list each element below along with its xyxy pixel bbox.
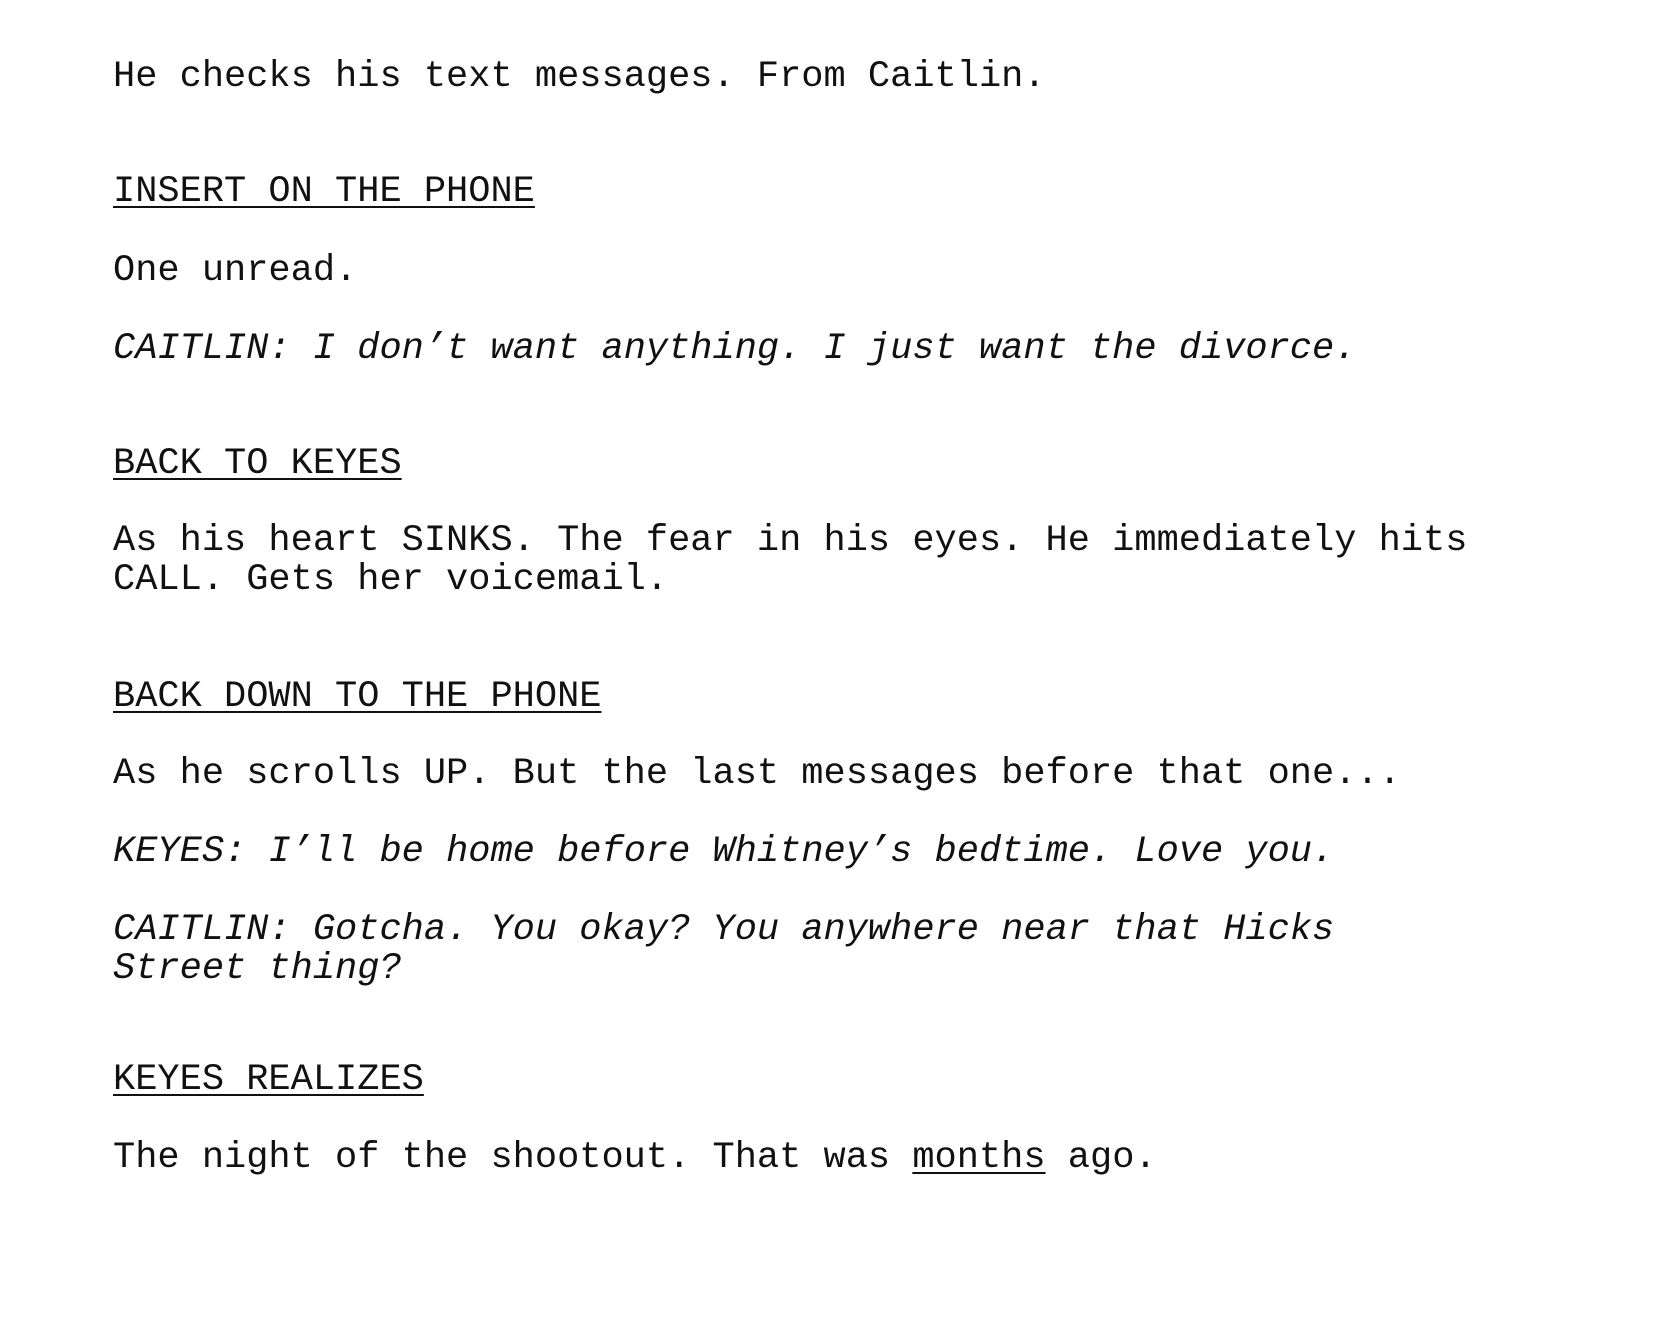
action-one-unread: One unread. [113,250,358,292]
message-line [113,909,1334,951]
slugline-insert-on-the-phone: INSERT ON THE PHONE [113,171,535,213]
message-text: I don’t want anything. I just want the divorce. [290,328,1357,370]
action-scrolls-up: As he scrolls UP. But the last messages before that one... [113,753,1401,795]
slugline-keyes-realizes: KEYES REALIZES [113,1059,424,1101]
action-night-of-shootout [113,1137,1157,1179]
slugline-back-down-to-the-phone: BACK DOWN TO THE PHONE [113,676,602,718]
slugline-back-to-keyes: BACK TO KEYES [113,443,402,485]
text-message-caitlin-divorce [113,328,1356,370]
text-message-keyes-home [113,831,1334,873]
message-speaker: KEYES: [113,831,247,873]
message-speaker: CAITLIN: [113,909,291,951]
action-line: As his heart SINKS. The fear in his eyes. He immediately hits [113,520,1468,562]
message-line: Street thing? [113,948,402,990]
action-checks-messages: He checks his text messages. From Caitlin. [113,56,1046,98]
text-run: The night of the shootout. That was [113,1137,913,1179]
emphasis-underlined: months [912,1137,1046,1179]
action-line: CALL. Gets her voicemail. [113,559,669,601]
message-speaker: CAITLIN: [113,328,291,370]
message-text: I’ll be home before Whitney’s bedtime. Love you. [246,831,1335,873]
message-text: Gotcha. You okay? You anywhere near that Hicks [290,909,1335,951]
text-run: ago. [1045,1137,1157,1179]
